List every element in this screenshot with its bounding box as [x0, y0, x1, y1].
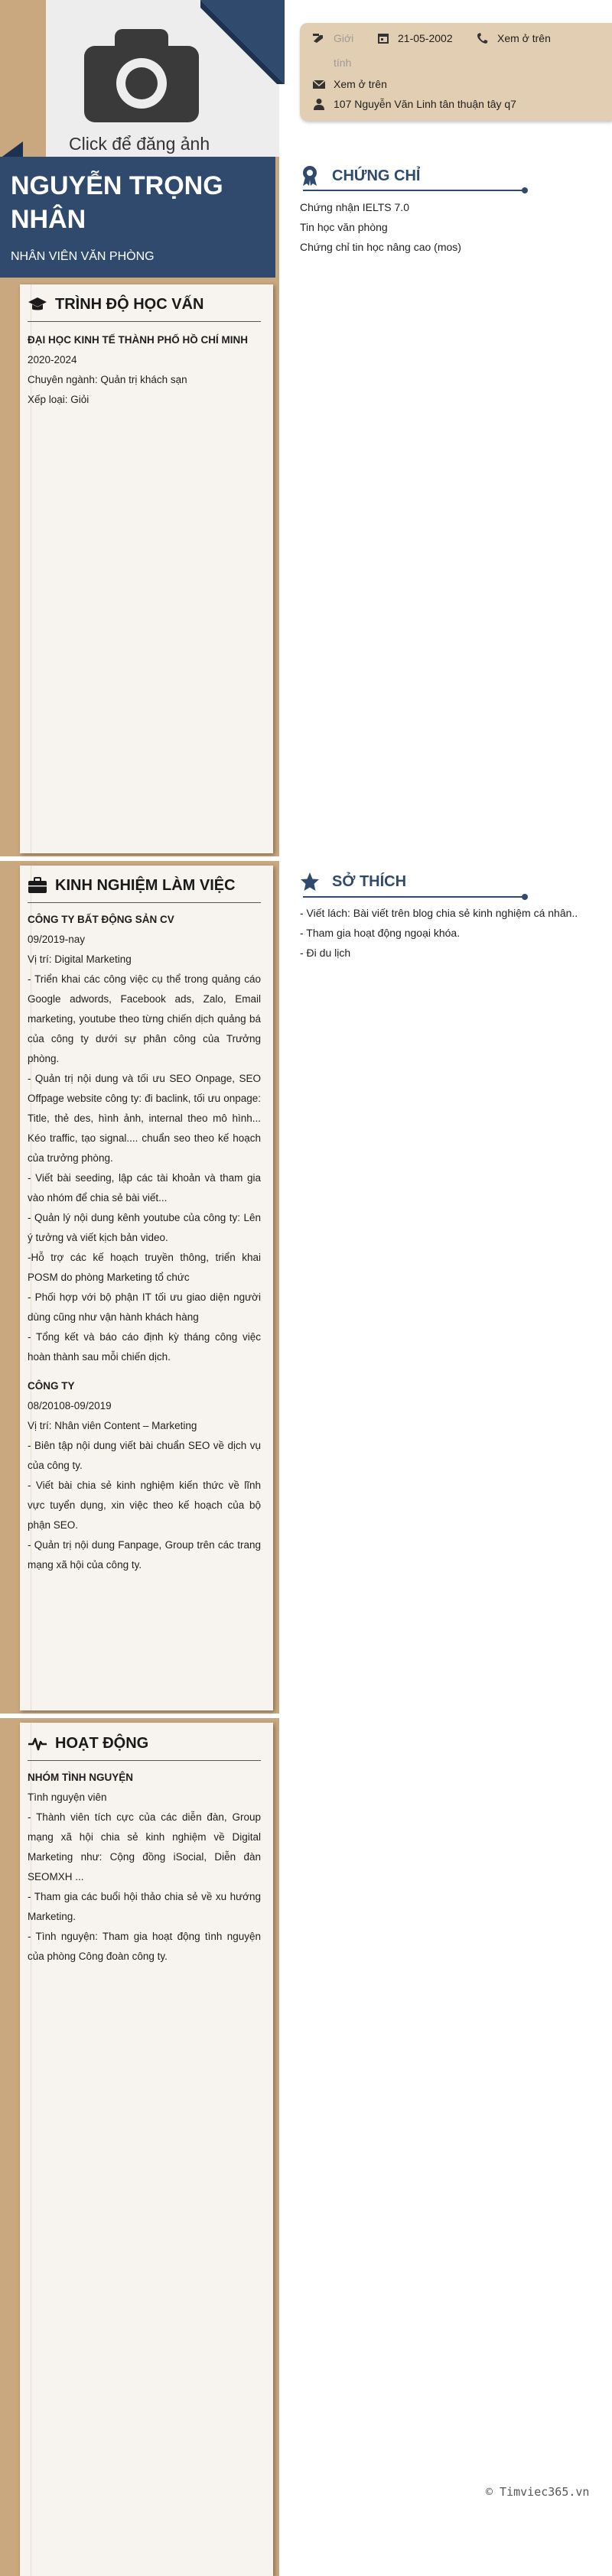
- experience-job-2: [28, 1376, 261, 1575]
- email-row: [312, 78, 387, 90]
- school-grade: Xếp loại: Giỏi: [28, 394, 90, 405]
- job-detail: - Viết bài chia sẻ kinh nghiệm kiến thức về lĩnh vực tuyển dụng, xin việc theo kế hoạch của bộ phận SEO.: [28, 1480, 261, 1531]
- job-detail: - Tổng kết và báo cáo định kỳ tháng công việc hoàn thành sau mỗi chiến dịch.: [28, 1331, 261, 1363]
- address-value: 107 Nguyễn Văn Linh tân thuận tây q7: [334, 98, 516, 110]
- education-divider: [28, 321, 261, 322]
- gender-icon: [312, 32, 326, 44]
- activities-divider: [28, 1760, 261, 1761]
- job-detail: - Triển khai các công việc cụ thể trong quảng cáo Google adwords, Facebook ads, Zalo, Email marketing, youtube theo từng chiến dịch quảng bá của công ty dưới sự phân công của Trưởng phòng.: [28, 973, 261, 1064]
- gender-row: [312, 32, 353, 44]
- corner-fold: [200, 0, 285, 84]
- user-location-icon: [312, 98, 326, 110]
- hobbies-title: SỞ THÍCH: [300, 872, 406, 892]
- job-detail: - Phối hợp với bộ phận IT tối ưu giao diện người dùng cũng như vận hành khách hàng: [28, 1291, 261, 1323]
- hobby-item: - Đi du lịch: [300, 947, 351, 959]
- phone-row: [476, 32, 551, 44]
- hobbies-list: [300, 903, 578, 963]
- activity-detail: - Tình nguyện: Tham gia hoạt động tình nguyện của phòng Công đoàn công ty.: [28, 1931, 261, 1962]
- phone-value: Xem ở trên: [497, 32, 551, 44]
- footer-copyright: © Timviec365.vn: [486, 2485, 590, 2499]
- gender-label-2: tính: [334, 57, 352, 69]
- activities-entry: [28, 1768, 261, 1967]
- full-name: NGUYỄN TRỌNG NHÂN: [11, 171, 223, 234]
- email-value: Xem ở trên: [334, 78, 387, 90]
- address-row: [312, 98, 516, 110]
- certificate-item: Chứng chỉ tin học nâng cao (mos): [300, 241, 461, 253]
- school-period: 2020-2024: [28, 354, 77, 365]
- hobby-item: - Tham gia hoạt động ngoại khóa.: [300, 927, 461, 939]
- star-icon: [300, 872, 320, 892]
- job-position: Vị trí: Digital Marketing: [28, 953, 132, 965]
- job-detail: - Viết bài seeding, lập các tài khoản và tham gia vào nhóm để chia sẻ bài viết...: [28, 1172, 261, 1204]
- education-entry: [28, 330, 261, 410]
- birthday-row: [376, 32, 453, 44]
- job-company: CÔNG TY BẤT ĐỘNG SẢN CV: [28, 914, 174, 925]
- camera-icon: [84, 29, 199, 122]
- graduation-cap-icon: [28, 295, 47, 313]
- briefcase-icon: [28, 876, 47, 895]
- activity-detail: - Thành viên tích cực của các diễn đàn, Group mạng xã hội chia sẻ kinh nghiệm về Digital Marketing như: Cộng đồng iSocial, Diễn đàn SEOMXH ...: [28, 1811, 261, 1882]
- education-title: TRÌNH ĐỘ HỌC VẤN: [28, 295, 203, 313]
- job-position: Vị trí: Nhân viên Content – Marketing: [28, 1420, 197, 1431]
- job-detail: - Quản lý nội dung kênh youtube của công ty: Lên ý tưởng và viết kịch bản video.: [28, 1212, 261, 1243]
- activity-role: Tình nguyện viên: [28, 1792, 107, 1803]
- experience-title: KINH NGHIỆM LÀM VIỆC: [28, 876, 236, 895]
- school-major: Chuyên ngành: Quản trị khách sạn: [28, 374, 187, 385]
- hobbies-divider: [303, 896, 525, 898]
- job-title: NHÂN VIÊN VĂN PHÒNG: [11, 250, 155, 263]
- job-detail: - Quản trị nội dung và tối ưu SEO Onpage, SEO Offpage website công ty: đi baclink, tối ưu onpage: Title, thẻ des, hình ảnh, internal theo mô hình... Kéo traffic, tạo signal.... chuẩn seo theo kế hoạch của trưởng phòng.: [28, 1073, 261, 1164]
- activities-title: HOẠT ĐỘNG: [28, 1734, 148, 1753]
- gender-label: Giới: [334, 32, 354, 44]
- envelope-icon: [312, 78, 326, 90]
- activity-detail: - Tham gia các buổi hội thảo chia sẻ về xu hướng Marketing.: [28, 1891, 261, 1922]
- name-block: [0, 157, 275, 278]
- school-name: ĐẠI HỌC KINH TẾ THÀNH PHỐ HỒ CHÍ MINH: [28, 334, 248, 346]
- activity-org: NHÓM TÌNH NGUYỆN: [28, 1772, 133, 1783]
- award-medal-icon: [300, 165, 320, 187]
- experience-job-1: [28, 910, 261, 1367]
- job-detail: - Quản trị nội dung Fanpage, Group trên các trang mạng xã hội của công ty.: [28, 1539, 261, 1571]
- certificates-title: CHỨNG CHỈ: [300, 165, 420, 187]
- certificate-item: Chứng nhận IELTS 7.0: [300, 201, 409, 213]
- job-period: 09/2019-nay: [28, 934, 86, 945]
- phone-icon: [476, 32, 490, 44]
- certificates-list: [300, 197, 461, 257]
- certificate-item: Tin học văn phòng: [300, 221, 388, 233]
- birthday-value: 21-05-2002: [398, 32, 453, 44]
- certificates-divider: [303, 190, 525, 191]
- job-detail: - Biên tập nội dung viết bài chuẩn SEO về dịch vụ của công ty.: [28, 1440, 261, 1471]
- left-column: [0, 0, 279, 2576]
- job-period: 08/20108-09/2019: [28, 1400, 112, 1411]
- contact-info-box: [300, 23, 612, 121]
- job-detail: -Hỗ trợ các kế hoạch truyền thông, triển khai POSM do phòng Marketing tổ chức: [28, 1252, 261, 1283]
- job-company: CÔNG TY: [28, 1380, 75, 1392]
- hobby-item: - Viết lách: Bài viết trên blog chia sẻ kinh nghiệm cá nhân..: [300, 907, 578, 919]
- experience-divider: [28, 902, 261, 903]
- gender-label-wrap: [334, 57, 351, 69]
- heartbeat-icon: [28, 1734, 47, 1753]
- photo-caption: Click để đăng ảnh: [69, 134, 210, 154]
- calendar-icon: [376, 32, 390, 44]
